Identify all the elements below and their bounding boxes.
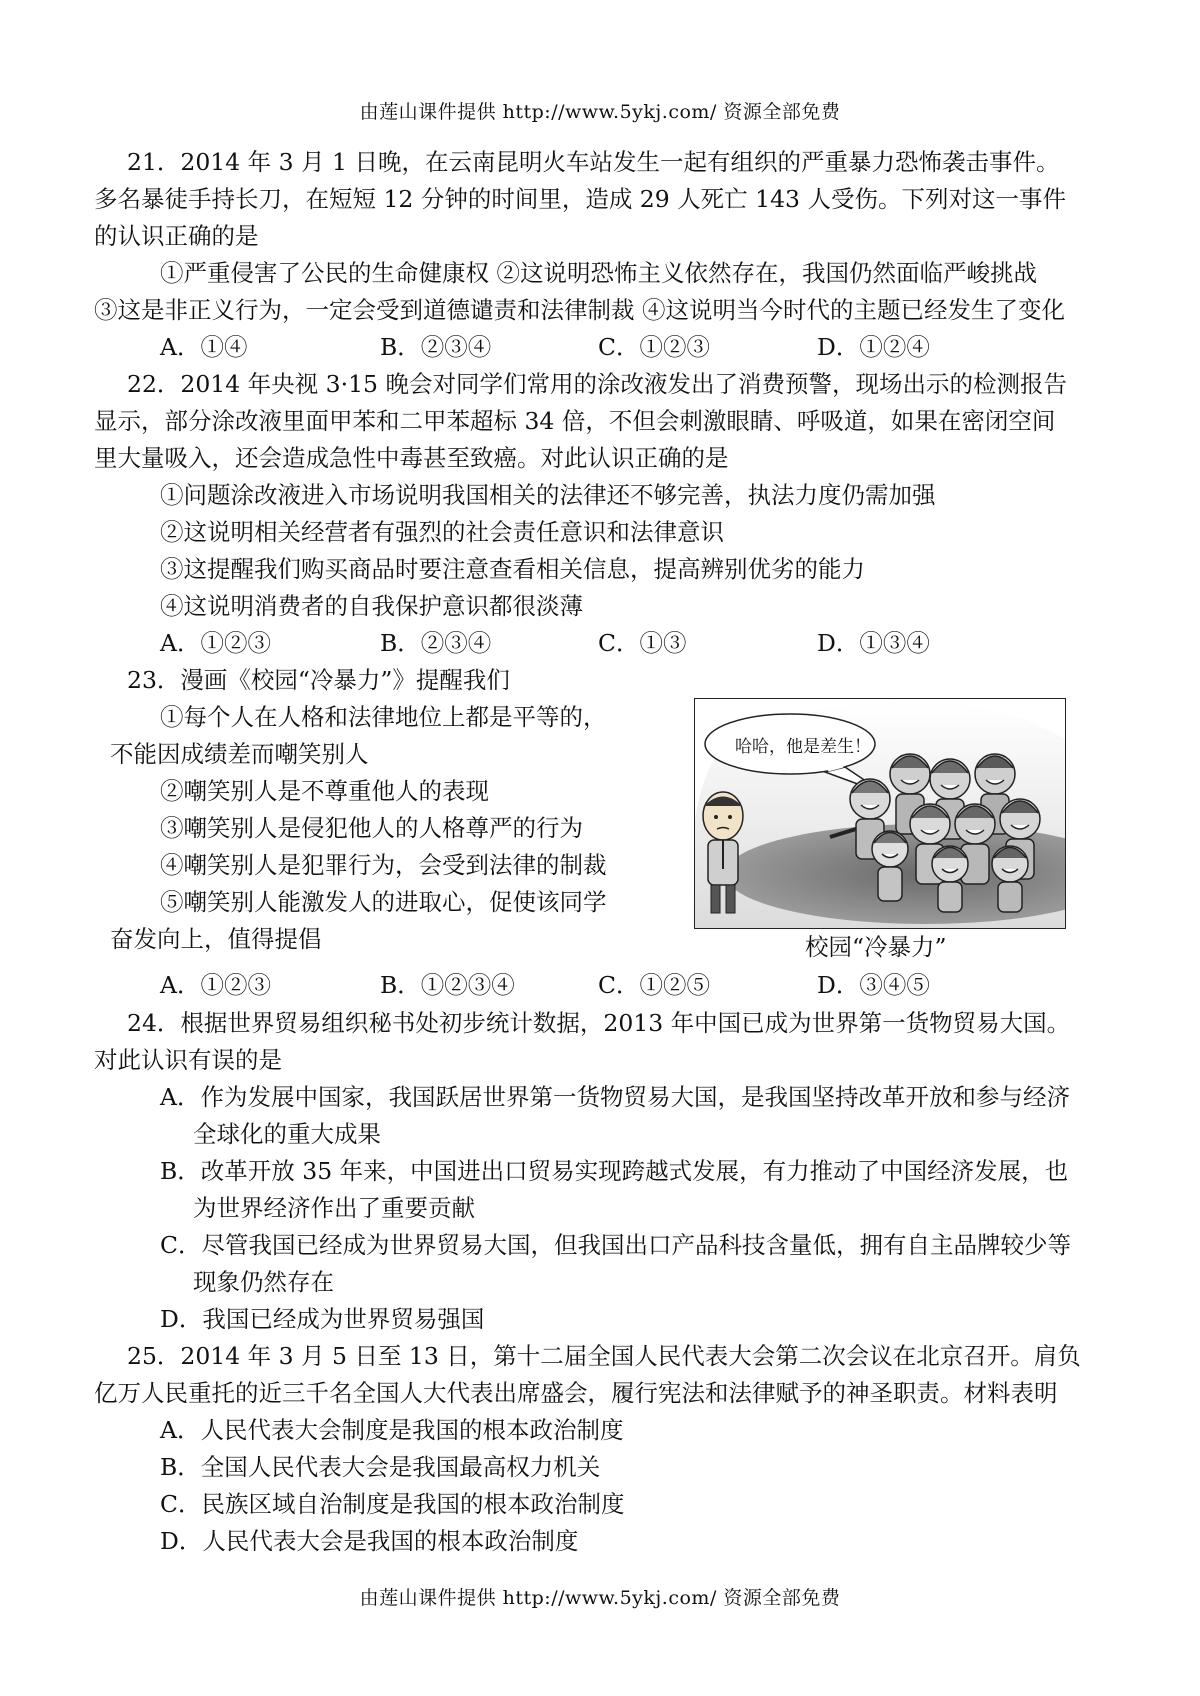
q22-line-2: 显示，部分涂改液里面甲苯和二甲苯超标 34 倍，不但会刺激眼睛、呼吸道，如果在密闭空间 [94,407,1056,435]
q25-option-a: A．人民代表大会制度是我国的根本政治制度 [160,1416,624,1444]
cartoon-figure [694,698,1066,929]
q25-option-b: B．全国人民代表大会是我国最高权力机关 [160,1453,601,1481]
q21-option-c: C．①②③ [598,333,710,361]
q24-line-1: 24．根据世界贸易组织秘书处初步统计数据，2013 年中国已成为世界第一货物贸易大国。 [127,1009,1071,1037]
q22-statement-1: ①问题涂改液进入市场说明我国相关的法律还不够完善，执法力度仍需加强 [160,481,936,509]
q23-options [0,970,1200,1004]
q21-option-b: B．②③④ [380,333,492,361]
q21-option-a: A．①④ [160,333,248,361]
q23-line-1: 23．漫画《校园“冷暴力”》提醒我们 [127,666,510,694]
q22-line-3: 里大量吸入，还会造成急性中毒甚至致癌。对此认识正确的是 [94,444,729,472]
q24-option-b-line-2: 为世界经济作出了重要贡献 [193,1194,475,1222]
speech-bubble-text: 哈哈，他是差生！ [735,737,871,757]
q23-option-d: D．③④⑤ [817,971,930,999]
q25-line-2: 亿万人民重托的近三千名全国人大代表出席盛会，履行宪法和法律赋予的神圣职责。材料表明 [94,1379,1058,1407]
q22-statement-3: ③这提醒我们购买商品时要注意查看相关信息，提高辨别优劣的能力 [160,555,865,583]
q24-option-d: D．我国已经成为世界贸易强国 [160,1305,485,1333]
q25-option-d: D．人民代表大会是我国的根本政治制度 [160,1527,579,1555]
figure-caption: 校园“冷暴力” [805,933,947,961]
q22-line-1: 22．2014 年央视 3·15 晚会对同学们常用的涂改液发出了消费预警，现场出示的检测报告 [127,370,1067,398]
q23-statement-4: ④嘲笑别人是犯罪行为，会受到法律的制裁 [160,851,607,879]
q21-statement-1-2: ①严重侵害了公民的生命健康权 ②这说明恐怖主义依然存在，我国仍然面临严峻挑战 [160,259,1037,287]
q23-statement-5b: 奋发向上，值得提倡 [110,925,322,953]
q22-option-a: A．①②③ [160,629,271,657]
q21-statement-3-4: ③这是非正义行为，一定会受到道德谴责和法律制裁 ④这说明当今时代的主题已经发生了变化 [94,296,1065,324]
q24-option-c-line-1: C．尽管我国已经成为世界贸易大国，但我国出口产品科技含量低，拥有自主品牌较少等 [160,1231,1071,1259]
q24-option-a-line-2: 全球化的重大成果 [193,1120,381,1148]
q21-line-2: 多名暴徒手持长刀，在短短 12 分钟的时间里，造成 29 人死亡 143 人受伤。下列对这一事件 [94,185,1066,213]
q23-statement-2: ②嘲笑别人是不尊重他人的表现 [160,777,489,805]
q23-option-b: B．①②③④ [380,971,515,999]
q25-option-c: C．民族区域自治制度是我国的根本政治制度 [160,1490,625,1518]
q23-statement-3: ③嘲笑别人是侵犯他人的人格尊严的行为 [160,814,583,842]
q24-option-c-line-2: 现象仍然存在 [193,1268,334,1296]
q25-line-1: 25．2014 年 3 月 5 日至 13 日，第十二届全国人民代表大会第二次会议在北京召开。肩负 [127,1342,1081,1370]
q21-line-3: 的认识正确的是 [94,222,259,250]
q23-statement-1a: ①每个人在人格和法律地位上都是平等的， [160,703,607,731]
q24-line-2: 对此认识有误的是 [94,1046,282,1074]
q24-option-a-line-1: A．作为发展中国家，我国跃居世界第一货物贸易大国，是我国坚持改革开放和参与经济 [160,1083,1070,1111]
q21-options [0,332,1200,366]
q23-option-c: C．①②⑤ [598,971,710,999]
q22-options [0,628,1200,662]
page-header: 由莲山课件提供 http://www.5ykj.com/ 资源全部免费 [359,101,841,123]
q22-option-d: D．①③④ [817,629,930,657]
q23-statement-5a: ⑤嘲笑别人能激发人的进取心，促使该同学 [160,888,607,916]
q22-option-c: C．①③ [598,629,687,657]
q21-line-1: 21．2014 年 3 月 1 日晚，在云南昆明火车站发生一起有组织的严重暴力恐怖袭击事件。 [127,148,1060,176]
q24-option-b-line-1: B．改革开放 35 年来，中国进出口贸易实现跨越式发展，有力推动了中国经济发展，也 [160,1157,1069,1185]
q23-statement-1b: 不能因成绩差而嘲笑别人 [110,740,369,768]
q22-statement-2: ②这说明相关经营者有强烈的社会责任意识和法律意识 [160,518,724,546]
page-footer: 由莲山课件提供 http://www.5ykj.com/ 资源全部免费 [359,1587,841,1609]
q22-option-b: B．②③④ [380,629,492,657]
q22-statement-4: ④这说明消费者的自我保护意识都很淡薄 [160,592,583,620]
q23-option-a: A．①②③ [160,971,271,999]
q21-option-d: D．①②④ [817,333,930,361]
